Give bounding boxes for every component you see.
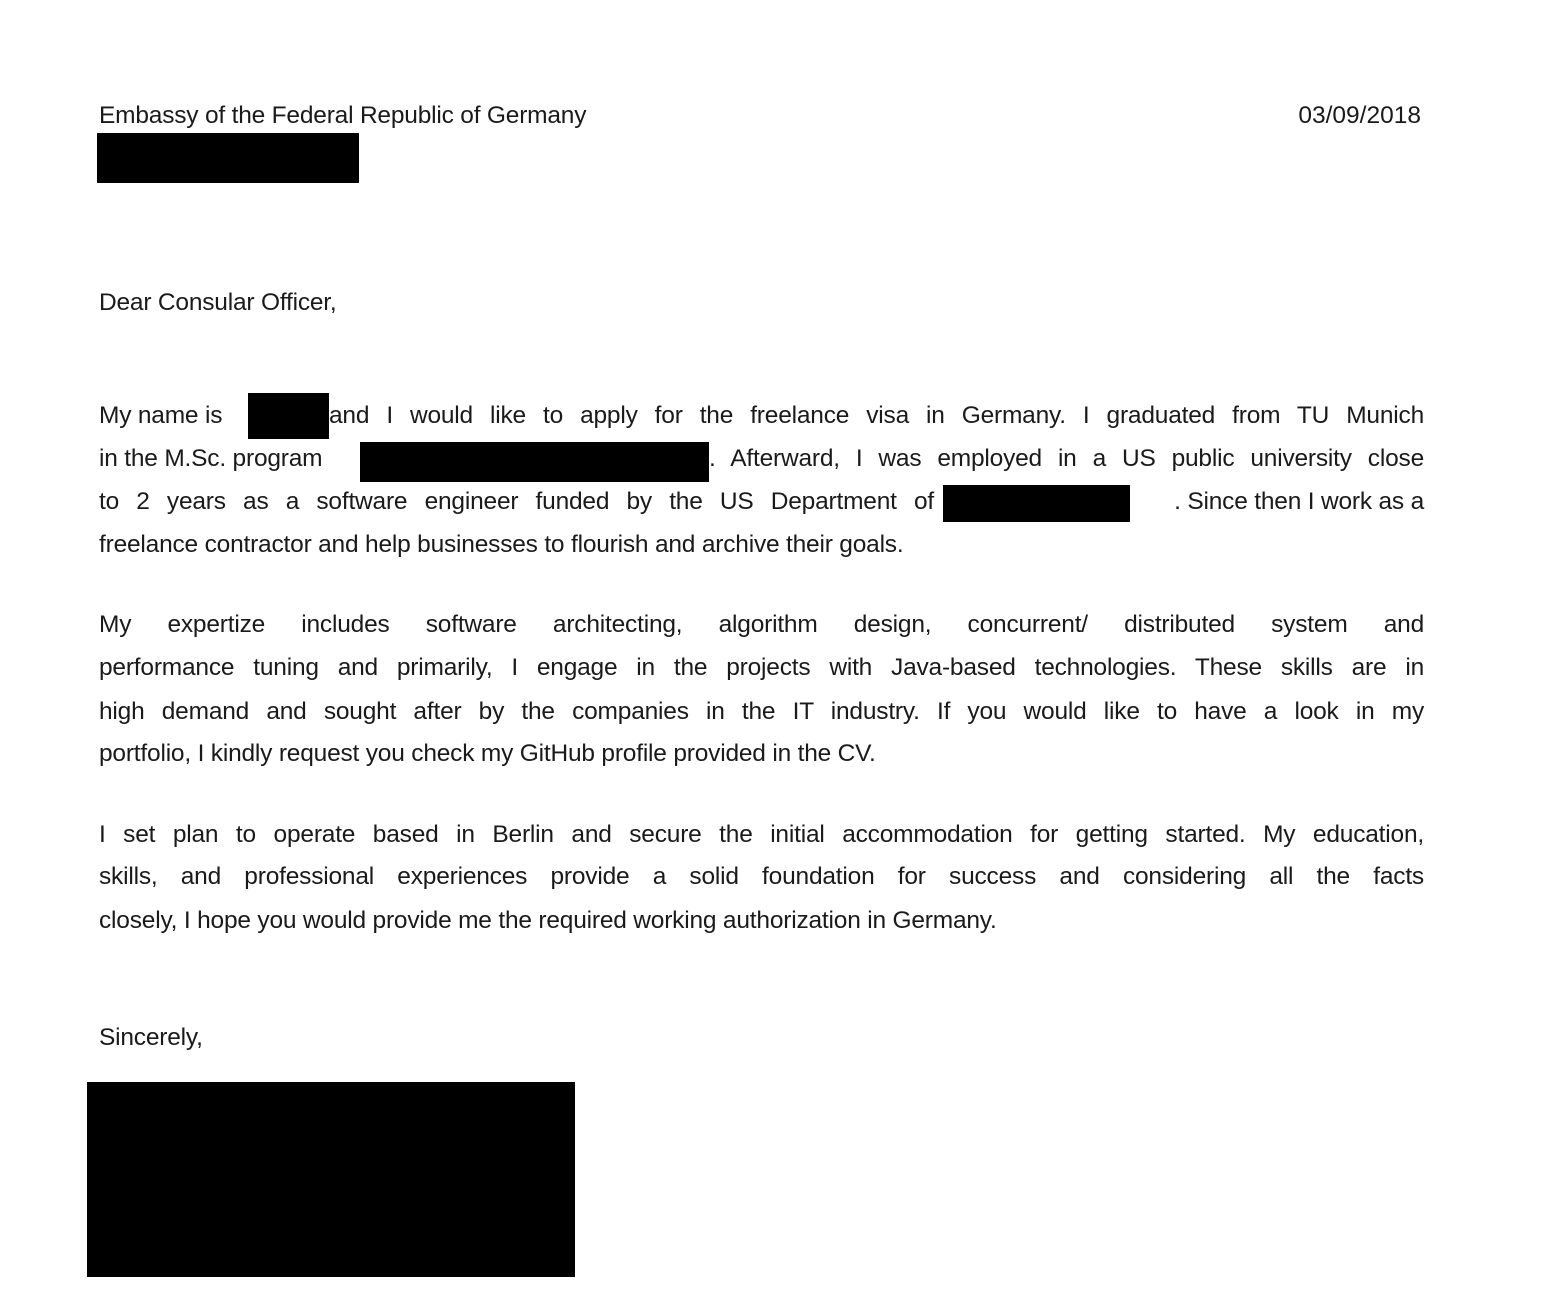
expertise-line-2: performance tuning and primarily, I engage in the projects with Java-based technologies. These skills are in [99,654,1424,681]
intro-line-2-end: . Afterward, I was employed in a US public university close [709,445,1424,472]
redacted-signature [87,1082,575,1277]
intro-line-1-end: and I would like to apply for the freelance visa in Germany. I graduated from TU Munich [329,402,1424,429]
intro-line-2-start: in the M.Sc. program [99,445,323,472]
intro-line-3-end: . Since then I work as a [1174,488,1424,515]
redacted-department [943,485,1130,522]
expertise-line-1: My expertize includes software architecting, algorithm design, concurrent/ distributed system and [99,611,1424,638]
redacted-program [360,442,709,482]
recipient-line: Embassy of the Federal Republic of Germany [99,102,587,129]
salutation: Dear Consular Officer, [99,289,337,316]
intro-line-1-start: My name is [99,402,223,429]
closing: Sincerely, [99,1024,203,1051]
intro-line-3-start: to 2 years as a software engineer funded by the US Department of [99,488,934,515]
plan-line-2: skills, and professional experiences provide a solid foundation for success and considering all the facts [99,863,1424,890]
expertise-line-4: portfolio, I kindly request you check my GitHub profile provided in the CV. [99,740,876,767]
expertise-line-3: high demand and sought after by the companies in the IT industry. If you would like to have a look in my [99,698,1424,725]
plan-line-3: closely, I hope you would provide me the required working authorization in Germany. [99,907,997,934]
redacted-name [248,393,329,439]
letter-date: 03/09/2018 [1298,102,1421,129]
intro-line-4: freelance contractor and help businesses to flourish and archive their goals. [99,531,904,558]
redacted-address [97,133,359,183]
plan-line-1: I set plan to operate based in Berlin and secure the initial accommodation for getting started. My education, [99,821,1424,848]
